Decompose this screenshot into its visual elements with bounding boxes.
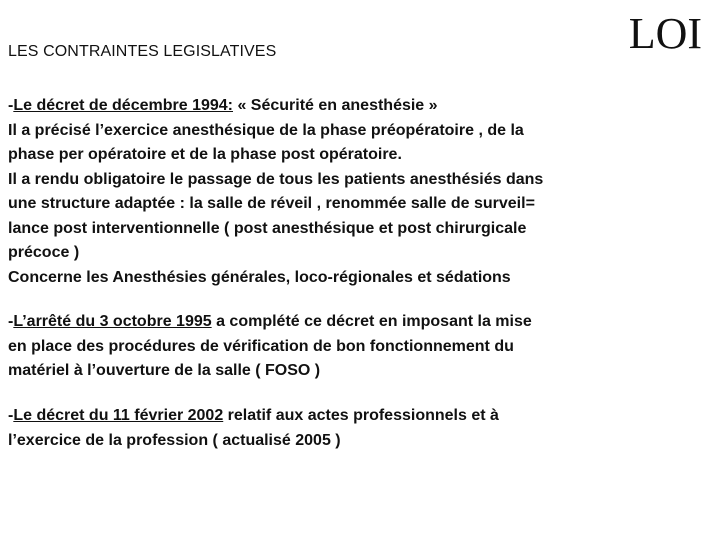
paragraph-line: matériel à l’ouverture de la salle ( FOSO ) xyxy=(8,362,321,379)
section-arrete-1995 xyxy=(8,310,708,384)
paragraph-line: l’exercice de la profession ( actualisé 2005 ) xyxy=(8,431,341,449)
paragraph-line: phase per opératoire et de la phase post opératoire. xyxy=(8,146,402,163)
lead-prefix: - xyxy=(8,407,14,424)
paragraph-line: lance post interventionnelle ( post anesthésique et post chirurgicale xyxy=(8,219,527,237)
section-decret-1994 xyxy=(8,94,708,290)
paragraph-line: Il a rendu obligatoire le passage de tous les patients anesthésiés dans xyxy=(8,170,544,188)
lead-prefix: - xyxy=(8,97,14,114)
lead-prefix: - xyxy=(8,313,14,330)
lead-rest: a complété ce décret en imposant la mise xyxy=(211,313,532,330)
section-lead-line xyxy=(8,310,708,335)
slide-title: LES CONTRAINTES LEGISLATIVES xyxy=(8,43,277,60)
paragraph-line: Concerne les Anesthésies générales, loco-régionales et sédations xyxy=(8,268,511,286)
lead-rest: « Sécurité en anesthésie » xyxy=(233,97,438,114)
decree-reference: L’arrêté du 3 octobre 1995 xyxy=(13,313,212,330)
paragraph-line: Il a précisé l’exercice anesthésique de la phase préopératoire , de la xyxy=(8,121,524,139)
loi-label: LOI xyxy=(628,9,702,58)
section-lead-line xyxy=(8,404,708,429)
paragraph-line: en place des procédures de vérification de bon fonctionnement du xyxy=(8,337,514,355)
decree-reference: Le décret de décembre 1994: xyxy=(13,97,233,114)
decree-reference: Le décret du 11 février 2002 xyxy=(13,407,224,424)
lead-rest: relatif aux actes professionnels et à xyxy=(223,407,499,424)
paragraph-line: une structure adaptée : la salle de réveil , renommée salle de surveil= xyxy=(8,195,535,212)
paragraph-line: précoce ) xyxy=(8,244,80,261)
section-lead-line xyxy=(8,94,708,119)
section-decret-2002 xyxy=(8,404,708,453)
